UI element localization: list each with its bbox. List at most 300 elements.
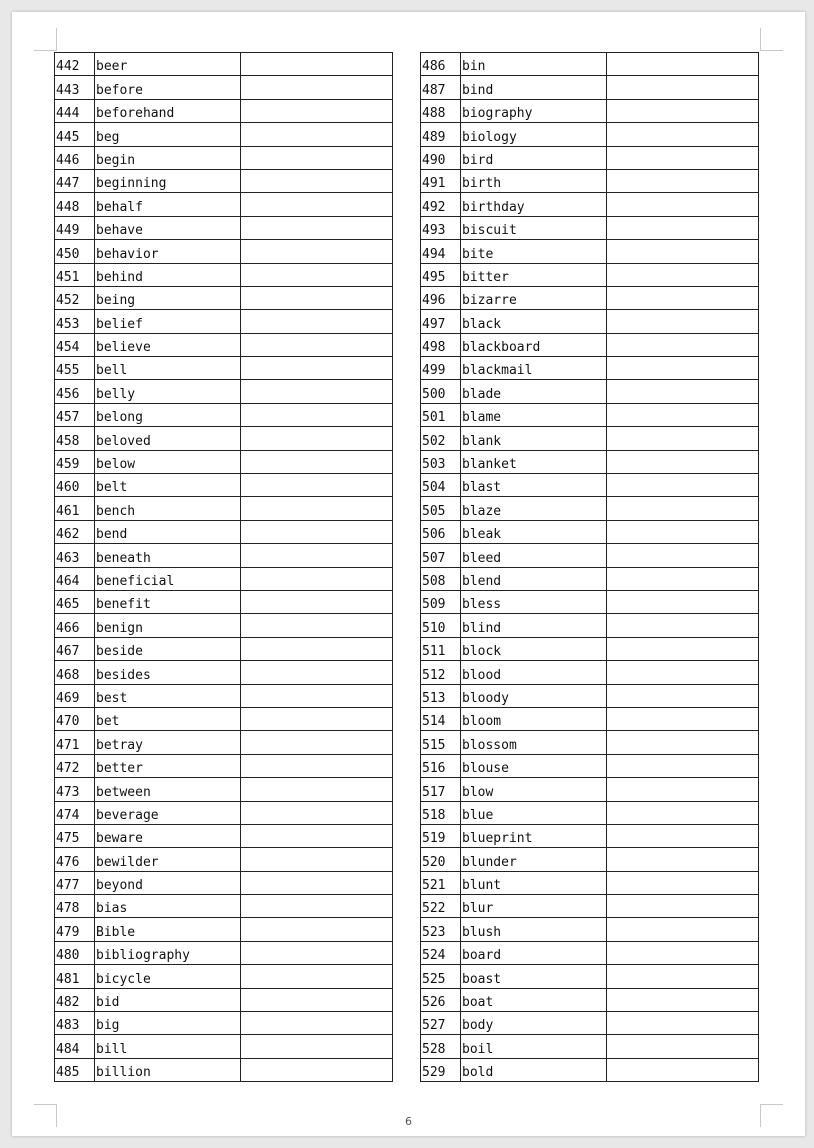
vocabulary-word: bloom [461, 707, 607, 730]
table-row [55, 824, 393, 847]
table-row [421, 918, 759, 941]
row-number: 522 [421, 895, 461, 918]
table-row [55, 474, 393, 497]
table-row [55, 848, 393, 871]
vocabulary-word: before [95, 76, 241, 99]
row-number: 495 [421, 263, 461, 286]
table-row [421, 965, 759, 988]
vocabulary-word: belly [95, 380, 241, 403]
table-row [421, 474, 759, 497]
vocabulary-word: blunt [461, 871, 607, 894]
vocabulary-word: behind [95, 263, 241, 286]
table-row [421, 286, 759, 309]
table-row [55, 403, 393, 426]
row-number: 511 [421, 637, 461, 660]
row-number: 472 [55, 754, 95, 777]
blank-cell [241, 637, 393, 660]
row-number: 447 [55, 169, 95, 192]
table-row [421, 169, 759, 192]
table-row [55, 707, 393, 730]
blank-cell [607, 1058, 759, 1081]
table-row [55, 871, 393, 894]
table-row [421, 1012, 759, 1035]
vocabulary-word: bet [95, 707, 241, 730]
vocabulary-word: blind [461, 614, 607, 637]
blank-cell [241, 941, 393, 964]
row-number: 474 [55, 801, 95, 824]
blank-cell [607, 380, 759, 403]
page-number: 6 [405, 1115, 412, 1128]
vocabulary-word: bewilder [95, 848, 241, 871]
blank-cell [241, 216, 393, 239]
vocabulary-word: bitter [461, 263, 607, 286]
table-row [55, 941, 393, 964]
row-number: 442 [55, 53, 95, 76]
vocabulary-word: bell [95, 357, 241, 380]
blank-cell [607, 240, 759, 263]
blank-cell [607, 99, 759, 122]
row-number: 471 [55, 731, 95, 754]
blank-cell [607, 871, 759, 894]
row-number: 461 [55, 497, 95, 520]
vocabulary-word: blueprint [461, 824, 607, 847]
row-number: 498 [421, 333, 461, 356]
row-number: 509 [421, 590, 461, 613]
row-number: 508 [421, 567, 461, 590]
table-row [55, 76, 393, 99]
table-row [55, 146, 393, 169]
vocabulary-word: best [95, 684, 241, 707]
blank-cell [241, 918, 393, 941]
row-number: 513 [421, 684, 461, 707]
table-row [421, 684, 759, 707]
row-number: 448 [55, 193, 95, 216]
vocabulary-word: boat [461, 988, 607, 1011]
vocabulary-word: beforehand [95, 99, 241, 122]
blank-cell [607, 895, 759, 918]
row-number: 473 [55, 778, 95, 801]
vocabulary-word: blast [461, 474, 607, 497]
blank-cell [241, 801, 393, 824]
word-table-left [54, 52, 393, 1082]
row-number: 490 [421, 146, 461, 169]
vocabulary-word: bias [95, 895, 241, 918]
vocabulary-word: besides [95, 661, 241, 684]
vocabulary-word: blackmail [461, 357, 607, 380]
row-number: 477 [55, 871, 95, 894]
blank-cell [241, 824, 393, 847]
table-row [421, 871, 759, 894]
table-row [421, 53, 759, 76]
row-number: 480 [55, 941, 95, 964]
blank-cell [607, 684, 759, 707]
table-row [421, 497, 759, 520]
table-row [55, 895, 393, 918]
blank-cell [241, 450, 393, 473]
table-row [55, 380, 393, 403]
row-number: 453 [55, 310, 95, 333]
table-row [421, 146, 759, 169]
row-number: 505 [421, 497, 461, 520]
row-number: 455 [55, 357, 95, 380]
blank-cell [607, 1012, 759, 1035]
word-table-right [420, 52, 759, 1082]
vocabulary-word: below [95, 450, 241, 473]
blank-cell [241, 357, 393, 380]
table-row [55, 99, 393, 122]
blank-cell [241, 754, 393, 777]
blank-cell [241, 661, 393, 684]
vocabulary-word: better [95, 754, 241, 777]
table-row [55, 661, 393, 684]
blank-cell [241, 731, 393, 754]
blank-cell [241, 333, 393, 356]
table-row [55, 1012, 393, 1035]
crop-mark-top-right [760, 28, 783, 51]
row-number: 516 [421, 754, 461, 777]
table-row [421, 216, 759, 239]
vocabulary-word: boast [461, 965, 607, 988]
table-row [55, 590, 393, 613]
row-number: 449 [55, 216, 95, 239]
blank-cell [241, 520, 393, 543]
blank-cell [607, 146, 759, 169]
table-row [55, 614, 393, 637]
blank-cell [607, 1035, 759, 1058]
table-row [421, 848, 759, 871]
table-row [421, 661, 759, 684]
vocabulary-word: birthday [461, 193, 607, 216]
row-number: 512 [421, 661, 461, 684]
vocabulary-word: being [95, 286, 241, 309]
vocabulary-word: beneath [95, 544, 241, 567]
table-row [421, 988, 759, 1011]
blank-cell [241, 684, 393, 707]
row-number: 514 [421, 707, 461, 730]
blank-cell [241, 1012, 393, 1035]
table-row [421, 544, 759, 567]
vocabulary-word: blank [461, 427, 607, 450]
blank-cell [241, 427, 393, 450]
row-number: 523 [421, 918, 461, 941]
blank-cell [241, 146, 393, 169]
row-number: 444 [55, 99, 95, 122]
word-table-right-body [421, 53, 759, 1082]
table-row [421, 778, 759, 801]
vocabulary-word: biscuit [461, 216, 607, 239]
blank-cell [607, 544, 759, 567]
vocabulary-word: bibliography [95, 941, 241, 964]
vocabulary-word: beloved [95, 427, 241, 450]
row-number: 451 [55, 263, 95, 286]
row-number: 468 [55, 661, 95, 684]
blank-cell [607, 310, 759, 333]
blank-cell [607, 216, 759, 239]
blank-cell [241, 590, 393, 613]
vocabulary-word: bizarre [461, 286, 607, 309]
vocabulary-word: big [95, 1012, 241, 1035]
row-number: 446 [55, 146, 95, 169]
vocabulary-word: bin [461, 53, 607, 76]
blank-cell [607, 123, 759, 146]
vocabulary-word: blue [461, 801, 607, 824]
table-row [421, 1058, 759, 1081]
blank-cell [607, 801, 759, 824]
table-row [55, 520, 393, 543]
row-number: 482 [55, 988, 95, 1011]
word-table-left-body [55, 53, 393, 1082]
blank-cell [607, 169, 759, 192]
vocabulary-word: bill [95, 1035, 241, 1058]
blank-cell [241, 99, 393, 122]
table-row [421, 941, 759, 964]
vocabulary-word: beyond [95, 871, 241, 894]
blank-cell [241, 310, 393, 333]
vocabulary-word: blood [461, 661, 607, 684]
blank-cell [607, 193, 759, 216]
row-number: 457 [55, 403, 95, 426]
vocabulary-word: begin [95, 146, 241, 169]
row-number: 507 [421, 544, 461, 567]
row-number: 465 [55, 590, 95, 613]
vocabulary-word: blanket [461, 450, 607, 473]
blank-cell [607, 590, 759, 613]
table-row [421, 801, 759, 824]
blank-cell [607, 824, 759, 847]
vocabulary-word: blend [461, 567, 607, 590]
table-row [55, 778, 393, 801]
vocabulary-word: belt [95, 474, 241, 497]
table-row [55, 216, 393, 239]
blank-cell [241, 544, 393, 567]
table-row [421, 567, 759, 590]
blank-cell [607, 403, 759, 426]
blank-cell [241, 76, 393, 99]
table-row [55, 988, 393, 1011]
blank-cell [241, 895, 393, 918]
row-number: 452 [55, 286, 95, 309]
vocabulary-word: betray [95, 731, 241, 754]
blank-cell [607, 848, 759, 871]
table-row [55, 240, 393, 263]
vocabulary-word: bold [461, 1058, 607, 1081]
vocabulary-word: behave [95, 216, 241, 239]
table-row [55, 497, 393, 520]
vocabulary-word: beer [95, 53, 241, 76]
table-row [55, 684, 393, 707]
vocabulary-word: belief [95, 310, 241, 333]
row-number: 520 [421, 848, 461, 871]
row-number: 458 [55, 427, 95, 450]
row-number: 501 [421, 403, 461, 426]
blank-cell [607, 286, 759, 309]
vocabulary-word: beverage [95, 801, 241, 824]
blank-cell [241, 240, 393, 263]
table-row [421, 123, 759, 146]
row-number: 497 [421, 310, 461, 333]
vocabulary-word: blouse [461, 754, 607, 777]
row-number: 510 [421, 614, 461, 637]
blank-cell [607, 614, 759, 637]
vocabulary-word: bird [461, 146, 607, 169]
table-row [421, 403, 759, 426]
blank-cell [241, 567, 393, 590]
table-row [55, 637, 393, 660]
table-row [55, 427, 393, 450]
vocabulary-word: biography [461, 99, 607, 122]
table-row [55, 123, 393, 146]
vocabulary-word: benign [95, 614, 241, 637]
vocabulary-word: bless [461, 590, 607, 613]
row-number: 499 [421, 357, 461, 380]
vocabulary-word: body [461, 1012, 607, 1035]
table-row [421, 895, 759, 918]
vocabulary-word: bite [461, 240, 607, 263]
row-number: 464 [55, 567, 95, 590]
row-number: 462 [55, 520, 95, 543]
vocabulary-word: bend [95, 520, 241, 543]
vocabulary-word: blow [461, 778, 607, 801]
vocabulary-word: beg [95, 123, 241, 146]
blank-cell [241, 1035, 393, 1058]
vocabulary-word: billion [95, 1058, 241, 1081]
table-row [421, 333, 759, 356]
blank-cell [241, 707, 393, 730]
row-number: 481 [55, 965, 95, 988]
vocabulary-word: blaze [461, 497, 607, 520]
row-number: 476 [55, 848, 95, 871]
blank-cell [241, 778, 393, 801]
table-row [421, 240, 759, 263]
row-number: 456 [55, 380, 95, 403]
blank-cell [607, 731, 759, 754]
table-row [421, 427, 759, 450]
table-row [421, 99, 759, 122]
row-number: 469 [55, 684, 95, 707]
document-page [12, 12, 805, 1136]
vocabulary-word: blade [461, 380, 607, 403]
row-number: 479 [55, 918, 95, 941]
table-row [55, 286, 393, 309]
blank-cell [607, 76, 759, 99]
table-row [55, 310, 393, 333]
row-number: 500 [421, 380, 461, 403]
row-number: 494 [421, 240, 461, 263]
row-number: 475 [55, 824, 95, 847]
vocabulary-word: block [461, 637, 607, 660]
row-number: 485 [55, 1058, 95, 1081]
table-row [421, 450, 759, 473]
vocabulary-word: blur [461, 895, 607, 918]
vocabulary-word: beside [95, 637, 241, 660]
row-number: 487 [421, 76, 461, 99]
table-row [55, 731, 393, 754]
blank-cell [241, 403, 393, 426]
table-row [55, 918, 393, 941]
vocabulary-word: behavior [95, 240, 241, 263]
table-row [421, 614, 759, 637]
row-number: 528 [421, 1035, 461, 1058]
crop-mark-top-left [34, 28, 57, 51]
vocabulary-word: birth [461, 169, 607, 192]
row-number: 466 [55, 614, 95, 637]
vocabulary-word: black [461, 310, 607, 333]
vocabulary-word: bind [461, 76, 607, 99]
blank-cell [607, 427, 759, 450]
blank-cell [607, 754, 759, 777]
vocabulary-word: behalf [95, 193, 241, 216]
blank-cell [607, 965, 759, 988]
vocabulary-word: believe [95, 333, 241, 356]
row-number: 527 [421, 1012, 461, 1035]
vocabulary-word: bicycle [95, 965, 241, 988]
vocabulary-word: between [95, 778, 241, 801]
blank-cell [607, 567, 759, 590]
vocabulary-word: belong [95, 403, 241, 426]
row-number: 518 [421, 801, 461, 824]
blank-cell [241, 497, 393, 520]
blank-cell [241, 123, 393, 146]
row-number: 460 [55, 474, 95, 497]
table-row [55, 169, 393, 192]
row-number: 506 [421, 520, 461, 543]
row-number: 491 [421, 169, 461, 192]
blank-cell [241, 965, 393, 988]
blank-cell [241, 193, 393, 216]
vocabulary-word: blame [461, 403, 607, 426]
table-row [421, 520, 759, 543]
vocabulary-word: bleak [461, 520, 607, 543]
row-number: 463 [55, 544, 95, 567]
vocabulary-word: blunder [461, 848, 607, 871]
blank-cell [607, 637, 759, 660]
row-number: 488 [421, 99, 461, 122]
vocabulary-word: bench [95, 497, 241, 520]
vocabulary-word: blackboard [461, 333, 607, 356]
row-number: 484 [55, 1035, 95, 1058]
vocabulary-word: bid [95, 988, 241, 1011]
blank-cell [241, 263, 393, 286]
blank-cell [607, 450, 759, 473]
row-number: 445 [55, 123, 95, 146]
vocabulary-word: Bible [95, 918, 241, 941]
blank-cell [241, 474, 393, 497]
vocabulary-word: boil [461, 1035, 607, 1058]
row-number: 529 [421, 1058, 461, 1081]
table-row [55, 544, 393, 567]
row-number: 492 [421, 193, 461, 216]
row-number: 450 [55, 240, 95, 263]
row-number: 467 [55, 637, 95, 660]
table-row [55, 801, 393, 824]
table-row [421, 1035, 759, 1058]
table-row [421, 754, 759, 777]
blank-cell [607, 941, 759, 964]
blank-cell [241, 871, 393, 894]
table-row [55, 754, 393, 777]
row-number: 496 [421, 286, 461, 309]
blank-cell [607, 333, 759, 356]
table-row [421, 590, 759, 613]
blank-cell [607, 661, 759, 684]
blank-cell [241, 988, 393, 1011]
vocabulary-word: beware [95, 824, 241, 847]
vocabulary-word: board [461, 941, 607, 964]
table-row [55, 567, 393, 590]
blank-cell [241, 169, 393, 192]
table-row [421, 357, 759, 380]
table-row [55, 1035, 393, 1058]
